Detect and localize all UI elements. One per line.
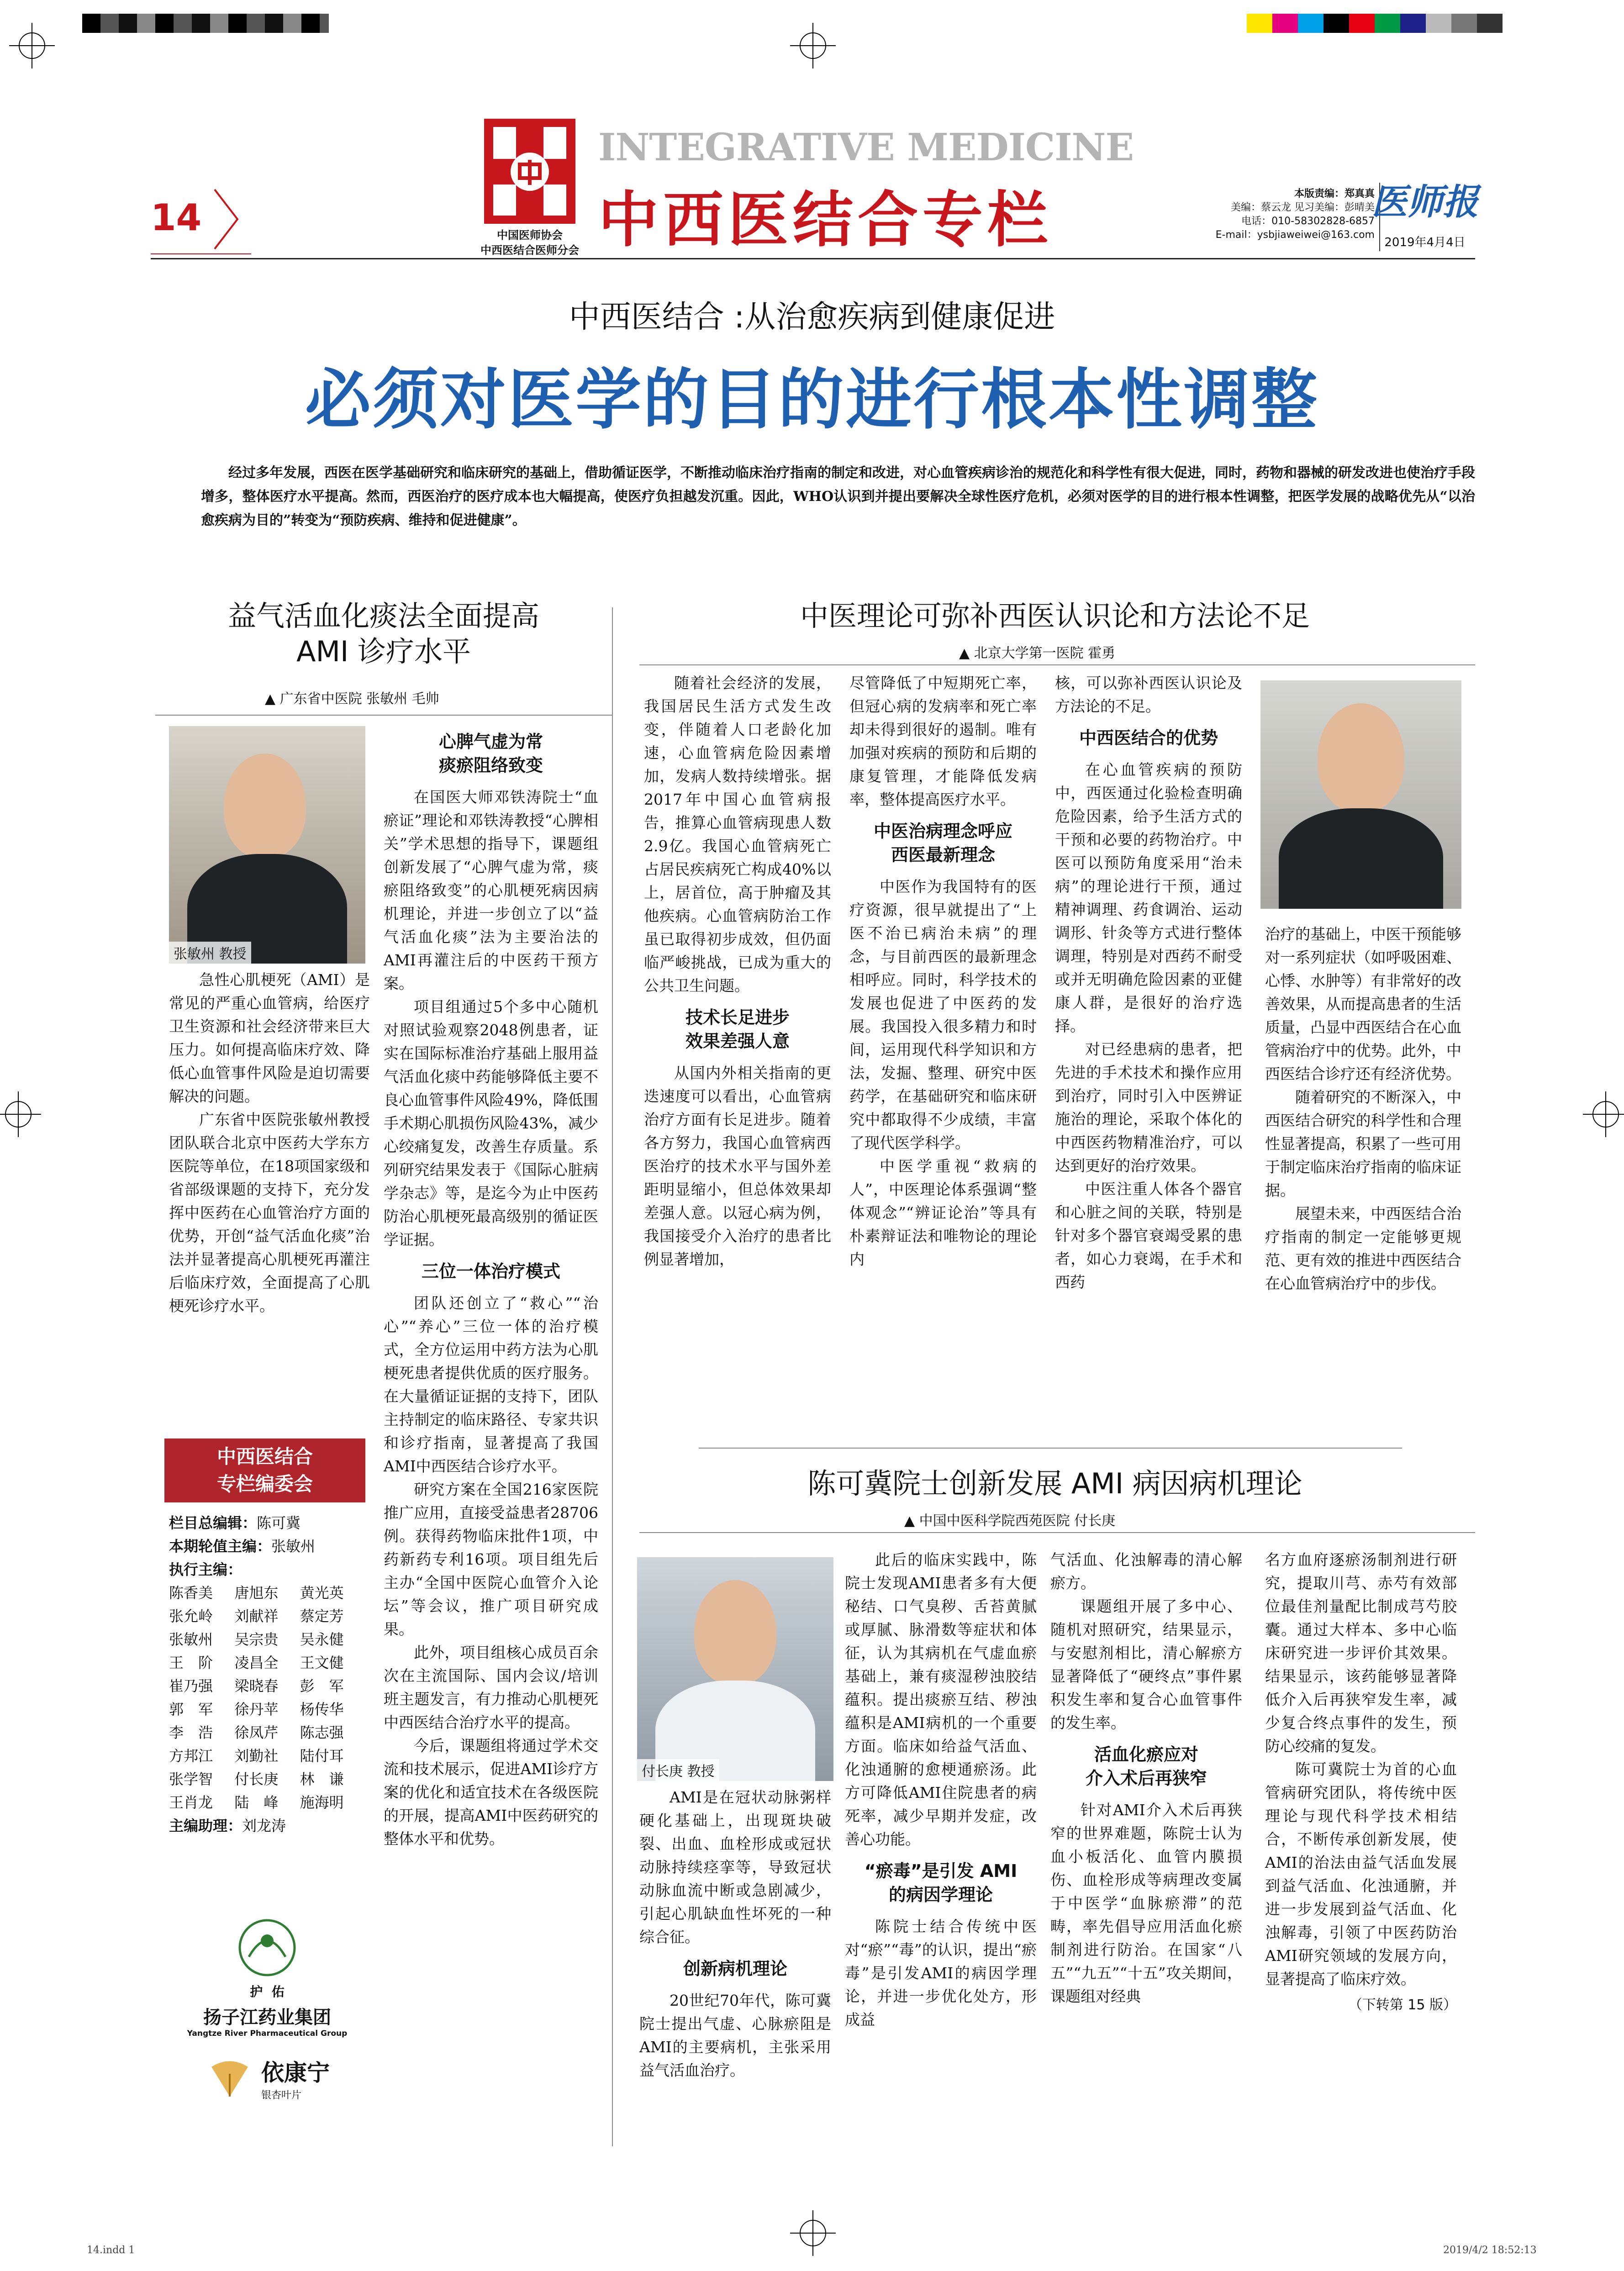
committee-member: 蔡定芳 [300,1607,344,1625]
committee-member: 崔乃强 [169,1677,213,1695]
article3-paragraph: 20世纪70年代，陈可冀院士提出气虚、心脉瘀阻是AMI的主要病机，主张采用益气活血治疗。 [639,1992,831,2079]
article3-column4 [1265,1548,1457,2017]
committee-member: 陈志强 [300,1724,344,1741]
committee-member: 吴永健 [300,1631,344,1648]
committee-member: 唐旭东 [234,1584,279,1602]
article1-paragraph: 急性心肌梗死（AMI）是常见的严重心血管病，给医疗卫生资源和社会经济带来巨大压力。如何提高临床疗效、降低心血管事件风险是迫切需要解决的问题。 [169,971,370,1105]
credit-designer: 美编：蔡云龙 见习美编：彭晴美 [1231,202,1375,213]
article1-title [155,598,612,669]
headline-intro: 经过多年发展，西医在医学基础研究和临床研究的基础上，借助循证医学，不断推动临床治疗指南的制定和改进，对心血管疾病诊治的规范化和科学性有很大促进，同时，药物和器械的研发改进也使治疗手段增多，整体医疗水平提高。然而，西医治疗的医疗成本也大幅提高，使医疗负担越发沉重。因此，WHO认识到并提出要解决全球性医疗危机，必须对医学的目的进行根本性调整，把医学发展的战略优先从“以治愈疾病为目的”转变为“预防疾病、维持和促进健康”。 [201,465,1475,528]
article2-paragraph: 中医学重视“救病的人”，中医理论体系强调“整体观念”“辨证论治”等具有朴素辩证法和唯物论的理论内 [849,1157,1037,1268]
sponsor-brand-en: Yangtze River Pharmaceutical Group [187,2029,348,2038]
product-name: 依康宁 [261,2060,330,2086]
paper-logo: 医师报 [1371,181,1478,223]
article1-paragraph: 在国医大师邓铁涛院士“血瘀证”理论和邓铁涛教授“心脾相关”学术思想的指导下，课题组创新发展了“心脾气虚为常，痰瘀阻络致变”的心肌梗死病因病机理论，并进一步创立了以“益气活血化痰”法为主要治法的AMI再灌注后的中医药干预方案。 [384,788,598,992]
product-subtitle: 银杏叶片 [261,2090,302,2101]
org-name-1: 中国医师协会 [497,229,563,242]
committee-member: 梁晓春 [234,1677,279,1695]
committee-chief-label: 栏目总编辑： [169,1514,257,1532]
committee-member: 王文健 [300,1654,344,1671]
article2-paragraph: 随着研究的不断深入，中西医结合研究的科学性和合理性显著提高，积累了一些可用于制定临床治疗指南的临床证据。 [1265,1088,1461,1199]
article1-top-rule [155,715,612,716]
article1-photo [169,726,365,964]
committee-member: 付长庚 [234,1770,279,1788]
article3-byline: ▲ 中国中医科学院西苑医院 付长庚 [904,1513,1116,1529]
article2-column3 [1055,671,1242,1294]
sponsor-emblem-icon [221,1913,313,1982]
article3-photo-caption: 付长庚 教授 [637,1759,719,1781]
continued-note: （下转第 15 版） [1348,1997,1457,2013]
article3-subheading: 创新病机理论 [683,1959,787,1979]
committee-member: 陆 峰 [234,1794,279,1811]
print-timestamp: 2019/4/2 18:52:13 [1443,2245,1537,2256]
committee-chief [169,1512,365,1535]
committee-member: 彭 军 [300,1677,344,1695]
article2-bottom-rule [699,1448,1402,1449]
crop-mark-icon [1583,1087,1624,1142]
article1-paragraph: 今后，课题组将通过学术交流和技术展示，促进AMI诊疗方案的优化和适宜技术在各级医院的开展，提高AMI中医药研究的整体水平和优势。 [384,1737,598,1848]
article2-paragraph: 核，可以弥补西医认识论及方法论的不足。 [1055,674,1242,715]
committee-member: 陈香美 [169,1584,213,1602]
masthead-rule [151,258,1475,259]
committee-member: 李 浩 [169,1724,213,1741]
credit-phone: 电话：010-58302828-6857 [1241,216,1375,227]
committee-assistant-name: 刘龙涛 [242,1817,286,1834]
committee-assistant-label: 主编助理： [169,1817,243,1834]
article2-paragraph: 中医作为我国特有的医疗资源，很早就提出了“上医不治已病治未病”的理念，与目前西医的最新理念相呼应。同时，科学技术的发展也促进了中医药的发展。我国投入很多精力和时间，运用现代科学知识和方法，发掘、整理、研究中医药学，在基础研究和临床研究中都取得不少成绩，丰富了现代医学科学。 [849,878,1037,1152]
article1-paragraph: 团队还创立了“救心”“治心”“养心”三位一体的治疗模式，全方位运用中药方法为心肌梗死患者提供优质的医疗服务。在大量循证证据的支持下，团队主持制定的临床路径、专家共识和诊疗指南，显著提高了我国AMI中西医结合诊疗水平。 [384,1294,598,1475]
sponsor-tagline-1: 护 [250,1984,263,1999]
committee-header [164,1438,365,1502]
committee-rotating-name: 张敏州 [271,1538,316,1555]
article2-paragraph: 治疗的基础上，中医干预能够对一系列症状（如呼吸困难、心悸、水肿等）有非常好的改善效果，从而提高患者的生活质量，凸显中西医结合在心血管病治疗中的优势。此外，中西医结合诊疗还有经济优势。 [1265,925,1461,1083]
crop-mark-icon [0,1087,41,1142]
article1-byline: ▲ 广东省中医院 张敏州 毛帅 [265,691,439,707]
committee-member: 杨传华 [300,1701,344,1718]
committee-exec-label: 执行主编： [169,1561,243,1578]
credit-email: E-mail：ysbjiaweiwei@163.com [1215,229,1375,241]
header-rule [151,253,251,254]
article3-column3 [1050,1548,1242,2008]
article3-paragraph: 此后的临床实践中，陈院士发现AMI患者多有大便秘结、口气臭秽、舌苔黄腻或厚腻、脉滑数等症状和体征，认为其病机在气虚血瘀基础上，兼有痰湿秽浊胶结蕴积。提出痰瘀互结、秽浊蕴积是AMI病机的一个重要方面。临床如给益气活血、化浊通腑的愈梗通瘀汤。此方可降低AMI住院患者的病死率，减少早期并发症，改善心功能。 [845,1551,1037,1848]
committee-member: 刘勤社 [234,1747,279,1765]
article2-column2 [849,671,1037,1271]
article2-paragraph: 尽管降低了中短期死亡率，但冠心病的发病率和死亡率却未得到很好的遏制。唯有加强对疾病的预防和后期的康复管理，才能降低发病率，整体提高医疗水平。 [849,674,1037,808]
committee-member: 方邦江 [169,1747,213,1765]
committee-member: 陆付耳 [300,1747,344,1765]
article1-title-line1: 益气活血化痰法全面提高 [227,599,539,632]
committee-member: 王 阶 [169,1654,213,1671]
committee-member: 徐凤芹 [234,1724,279,1741]
sponsor-brand: 扬子江药业集团 [203,2007,331,2028]
committee-member: 刘献祥 [234,1607,279,1625]
portrait-face [1318,703,1404,813]
article3-photo [637,1557,833,1781]
page-number: 14 [151,196,202,239]
article2-top-rule [639,664,1475,665]
article1-paragraph: 研究方案在全国216家医院推广应用，直接受益患者28706例。获得药物临床批件1项，中药新药专利16项。项目组先后主办“全国中医院心血管介入论坛”等会议，推广项目研究成果。 [384,1481,598,1638]
article3-paragraph: 课题组开展了多中心、随机对照研究，结果显示，与安慰剂相比，清心解瘀方显著降低了“硬终点”事件累积发生率和复合心血管事件的发生率。 [1050,1597,1242,1732]
article3-column1 [639,1786,831,2082]
committee-rotating-label: 本期轮值主编： [169,1538,272,1555]
committee-member: 凌昌全 [234,1654,279,1671]
registration-bar-color [1247,14,1503,33]
committee-member: 徐丹苹 [234,1701,279,1718]
committee-member: 张敏州 [169,1631,213,1648]
article3-title: 陈可冀院士创新发展 AMI 病因病机理论 [807,1467,1302,1500]
article2-paragraph: 对已经患病的患者，把先进的手术技术和操作应用到治疗，同时引入中医辨证施治的理论，采取个体化的中西医药物精准治疗，可以达到更好的治疗效果。 [1055,1040,1242,1175]
column-title: 中西医结合专栏 [598,185,1052,255]
committee-member: 吴宗贵 [234,1631,279,1648]
brand-english: INTEGRATIVE MEDICINE [598,126,1134,169]
sponsor-tagline-2: 佑 [271,1984,285,1999]
portrait-face [224,753,306,859]
column-divider [612,607,613,2146]
issue-date: 2019年4月4日 [1384,236,1466,249]
headline-main: 必须对医学的目的进行根本性调整 [305,361,1319,438]
file-slug: 14.indd 1 [87,2245,135,2256]
org-name-2: 中西医结合医师分会 [480,244,579,257]
crop-mark-icon [786,18,840,73]
article3-top-rule [639,1532,1475,1533]
article2-column4 [1265,922,1461,1295]
committee-member: 张学智 [169,1770,213,1788]
committee-member: 黄光英 [300,1584,344,1602]
association-logo-icon [484,119,575,224]
article3-paragraph: AMI是在冠状动脉粥样硬化基础上，出现斑块破裂、出血、血栓形成或冠状动脉持续痉挛等，导致冠状动脉血流中断或急剧减少，引起心肌缺血性坏死的一种综合征。 [639,1788,831,1946]
committee-title-line1: 中西医结合 [216,1445,313,1468]
article3-paragraph: 陈可冀院士为首的心血管病研究团队，将传统中医理论与现代科学技术相结合，不断传承创新发展，使AMI的治法由益气活血发展到益气活血、化浊通腑，并进一步发展到益气活血、化浊解毒，引领了中医药防治AMI研究领域的发展方向，显著提高了临床疗效。 [1265,1760,1457,1988]
article1-paragraph: 此外，项目组核心成员百余次在主流国际、国内会议/培训班主题发言，有力推动心肌梗死中西医结合治疗水平的提高。 [384,1644,598,1731]
article3-subheading: “瘀毒”是引发 AMI 的病因学理论 [864,1861,1018,1905]
credits [1183,187,1375,242]
article2-paragraph: 从国内外相关指南的更迭速度可以看出，心血管病治疗方面有长足进步。随着各方努力，我国心血管病西医治疗的技术水平与国外差距明显缩小，但总体效果却差强人意。以冠心病为例，我国接受介入治疗的患者比例显著增加， [644,1064,831,1268]
sponsor-ad [169,1913,365,2151]
product-block [169,2055,365,2102]
committee-member: 施海明 [300,1794,344,1811]
article2-paragraph: 展望未来，中西医结合治疗指南的制定一定能够更规范、更有效的推进中西医结合在心血管病治疗中的步伐。 [1265,1205,1461,1292]
article2-subheading: 中医治病理念呼应 西医最新理念 [873,821,1012,865]
committee-list [169,1512,365,1838]
headline-kicker: 中西医结合 :从治愈疾病到健康促进 [569,299,1055,335]
article1-subheading: 心脾气虚为常 痰瘀阻络致变 [438,732,543,775]
article1-paragraph: 项目组通过5个多中心随机对照试验观察2048例患者，证实在国际标准治疗基础上服用益气活血化痰中药能够降低主要不良心血管事件风险49%，降低围手术期心肌损伤风险43%，减少心绞痛复发，改善生存质量。系列研究结果发表于《国际心脏病学杂志》等，是迄今为止中医药防治心肌梗死最高级别的循证医学证据。 [384,998,598,1249]
article1-paragraph: 广东省中医院张敏州教授团队联合北京中医药大学东方医院等单位，在18项国家级和省部级课题的支持下，充分发挥中医药在心血管治疗方面的优势，开创“益气活血化痰”治法并显著提高心肌梗死再灌注后临床疗效，全面提高了心肌梗死诊疗水平。 [169,1111,370,1315]
article1-subheading: 三位一体治疗模式 [421,1261,560,1281]
committee-member: 郭 军 [169,1701,213,1718]
committee-member: 张允岭 [169,1607,213,1625]
portrait-face [694,1580,776,1685]
article2-paragraph: 随着社会经济的发展，我国居民生活方式发生改变，伴随着人口老龄化加速，心血管病危险因素增加，发病人数持续增张。据2017年中国心血管病报告，推算心血管病现患人数2.9亿。我国心血管病死亡占居民疾病死亡构成40%以上，居首位，高于肿瘤及其他疾病。心血管病防治工作虽已取得初步成效，但仍面临严峻挑战，已成为重大的公共卫生问题。 [644,674,831,995]
chevron-right-icon [210,187,242,251]
article3-paragraph: 气活血、化浊解毒的清心解瘀方。 [1050,1551,1242,1592]
article2-title: 中医理论可弥补西医认识论和方法论不足 [800,599,1310,632]
article2-subheading: 中西医结合的优势 [1079,728,1218,748]
committee-title-line2: 专栏编委会 [216,1473,313,1495]
article2-paragraph: 中医注重人体各个器官和心脏之间的关联，特别是针对多个器官衰竭受累的患者，如心力衰竭，在手术和西药 [1055,1180,1242,1291]
article2-byline: ▲ 北京大学第一医院 霍勇 [959,645,1116,661]
committee-names [169,1581,365,1814]
ginkgo-leaf-icon [205,2058,255,2099]
committee-rotating [169,1535,365,1558]
committee-member: 王肖龙 [169,1794,213,1811]
article3-paragraph: 陈院士结合传统中医对“瘀”“毒”的认识，提出“瘀毒”是引发AMI的病因学理论，并进一步优化处方，形成益 [845,1918,1037,2029]
article3-paragraph: 名方血府逐瘀汤制剂进行研究，提取川芎、赤芍有效部位最佳剂量配比制成芎芍胶囊。通过大样本、多中心临床研究进一步评价其效果。结果显示，该药能够显著降低介入后再狭窄发生率，减少复合终点事件的发生，预防心绞痛的复发。 [1265,1551,1457,1755]
portrait-suit [1279,808,1443,909]
article1-left-column [169,968,370,1317]
article3-column2 [845,1548,1037,2031]
article1-right-column [384,722,598,1850]
committee-member: 林 谦 [300,1770,344,1788]
crop-mark-icon [0,18,55,73]
credit-editor: 本版责编：郑真真 [1294,188,1375,200]
article1-photo-caption: 张敏州 教授 [169,942,251,964]
committee-assistant [169,1814,365,1838]
article2-column1 [644,671,831,1271]
article3-paragraph: 针对AMI介入术后再狭窄的世界难题，陈院士认为血小板活化、血管内膜损伤、血栓形成等病理改变属于中医学“血脉瘀滞”的范畴，率先倡导应用活血化瘀制剂进行防治。在国家“八五”“九五”“十五”攻关期间，课题组对经典 [1050,1801,1242,2005]
registration-bar-black [82,14,329,33]
committee-chief-name: 陈可冀 [257,1514,301,1532]
article2-photo [1260,680,1461,909]
article1-title-line2: AMI 诊疗水平 [296,635,471,668]
crop-mark-icon [786,2206,840,2260]
sponsor-tagline [169,1982,365,2000]
article2-subheading: 技术长足进步 效果差强人意 [685,1007,790,1051]
article2-paragraph: 在心血管疾病的预防中，西医通过化验检查明确危险因素，给予生活方式的干预和必要的药物治疗。中医可以预防角度采用“治未病”的理论进行干预，通过精神调理、药食调治、运动调形、针灸等方式进行整体调理，特别是对西药不耐受或并无明确危险因素的亚健康人群，是很好的治疗选择。 [1055,761,1242,1035]
article3-subheading: 活血化瘀应对 介入术后再狭窄 [1085,1744,1207,1788]
